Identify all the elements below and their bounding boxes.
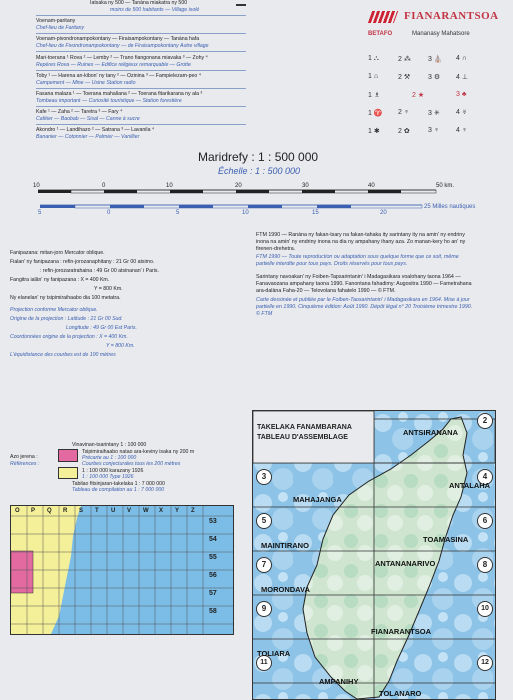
compilation-grid-map xyxy=(11,506,233,634)
church-icon: 3 ⛪ xyxy=(428,56,443,63)
grid-col: T xyxy=(95,508,99,514)
projection-line: : refin-jorozaratrahaina : 49 Gr 00 atsinanan' i Paris. xyxy=(40,268,159,274)
grid-col: Q xyxy=(47,508,52,514)
legend-mg: Kafe ¹ — Zaha ² — Taretra ³ — Fary ⁴ xyxy=(36,109,123,115)
legend-mg: Toby ¹ — Harena an-kibon' ny tany ² — Ozinina ³ — Fampielezam-peo ⁴ xyxy=(36,73,201,79)
tomb-icon: 1 ♗ xyxy=(368,92,381,99)
km-tick: 10 xyxy=(166,183,173,189)
grid-col: X xyxy=(159,508,164,514)
forest-station-icon: 3 ♣ xyxy=(456,91,467,98)
legend-mg: Voenam-pivondronampokontany — Firaisampokontany — Tanàna hafa xyxy=(36,36,200,42)
assembly-table xyxy=(252,410,496,700)
nm-tick: 5 xyxy=(38,210,42,216)
edition-fr: Carte dessinée et publiée par le Foiben-Taosarintanin' i Madagasikara en 1964. Mise à jour partielle en 1990. Cinquième édition: Août 1990. Dépôt légal n° 20 Troisième trimestre 1990. © FTM xyxy=(256,297,473,317)
copyright-mg: FTM 1990 — Ranàna ny fakan-tsary na fakan-tahaka ity sarintany ity na amin' ny endriny inona na amin' ny endriny inona na dia ny ampahany ihany aza. Zo manan-kery ho an' ny firenen-drehetra. xyxy=(256,232,466,252)
projection-line: Ny elanelan' ny tsipimiraihaabo dia 100 metatra. xyxy=(10,295,121,301)
legend-fr: Chef-lieu de Faritany xyxy=(36,25,85,31)
city-label: MAHAJANGA xyxy=(293,495,342,504)
legend-fr: Bananier — Cotonnier — Palmier — Vanillier xyxy=(36,134,140,140)
tile-number[interactable]: 7 xyxy=(256,557,272,573)
city-label: FIANARANTSOA xyxy=(371,627,431,636)
grid-col: Z xyxy=(191,508,195,514)
legend-mg: Fasana malaza ¹ — Toerana mahaliana ² — Toerana fitarikarana ny ala ³ xyxy=(36,91,203,97)
nm-tick: 10 xyxy=(242,210,249,216)
projection-line-fr: Projection conforme Mercator oblique. xyxy=(10,307,98,313)
copyright-block xyxy=(256,232,474,318)
source-line: Vinavinan-tsarintany 1 : 100 000 xyxy=(72,442,147,448)
tourist-star-icon: 2 ★ xyxy=(412,92,425,99)
projection-line-fr: Coordonnées origine de la projection : X = 400 Km. xyxy=(10,334,128,340)
grid-col: W xyxy=(143,508,149,514)
projection-block xyxy=(10,250,250,358)
coffee-icon: 1 ♈ xyxy=(368,110,383,117)
brand-sub-left: BETAFO xyxy=(368,31,393,37)
baobab-icon: 2 ♆ xyxy=(398,109,410,116)
legend-fr: Tombeau important — Curiosité touristique — Station forestière xyxy=(36,98,182,104)
km-tick: 40 xyxy=(368,183,375,189)
grid-col: S xyxy=(79,508,84,514)
brand-sub-right: Mananasy Mahatsore xyxy=(412,31,470,37)
legend-mg: Akondro ¹ — Landihazo ² — Satrana ³ — Lavanila ⁴ xyxy=(36,127,155,133)
sources-label: Azo jerena : xyxy=(10,454,38,460)
city-label: ANTSIRANANA xyxy=(403,428,458,437)
grid-row: 56 xyxy=(209,572,217,579)
scale-bars xyxy=(0,0,513,230)
grid-col: U xyxy=(111,508,116,514)
city-label: TOAMASINA xyxy=(423,535,469,544)
legend-fr: Repères Rova — Ruines — Edifice religieux remarquable — Grotte xyxy=(36,62,191,68)
legend-mg: Voenam-paritany xyxy=(36,18,76,24)
legend-mg: Mari-toerana ¹ Rova ² — Lemby ² — Trano fiangonana miavaka ³ — Zohy ⁴ xyxy=(36,55,208,61)
city-label: MAINTIRANO xyxy=(261,541,309,550)
factory-icon: 3 ⚙ xyxy=(428,74,441,81)
tile-number[interactable]: 8 xyxy=(477,557,493,573)
projection-line-fr: Longitude : 49 Gr 00 Est Paris. xyxy=(66,325,137,331)
cotton-icon: 2 ✿ xyxy=(398,128,410,135)
yellow-swatch xyxy=(58,467,78,479)
tile-number[interactable]: 12 xyxy=(477,655,493,671)
projection-line-fr: Origine de la projection : Latitude : 21 Gr 00 Sud. xyxy=(10,316,123,322)
source-line: 1 : 100 000 karazany 1926 xyxy=(82,468,144,474)
grid-row: 55 xyxy=(209,554,217,561)
compilation-grid xyxy=(10,505,234,635)
grid-row: 53 xyxy=(209,518,217,525)
banana-icon: 1 ✱ xyxy=(368,128,380,135)
scale-title: Maridrefy : 1 : 500 000 xyxy=(198,150,319,164)
grid-row: 54 xyxy=(209,536,217,543)
nm-tick: 15 xyxy=(312,210,319,216)
edition-mg: Sarintany navoakan' ny Foiben-Tapsarintanin' i Madagasikara voalohany taona 1964 — Fanavaozana ampahany taona 1990. Fanontana fahadimy: Augositra 1990 — Fametrahana ara-dalàna Faha-20 — Telovolana fahatelo 1990 — © FTM. xyxy=(256,274,472,294)
assembly-title: TAKELAKA FANAMBARANA xyxy=(257,424,352,431)
tile-number[interactable]: 11 xyxy=(256,655,272,671)
tile-number[interactable]: 2 xyxy=(477,413,493,429)
legend-fr: Campement — Mine — Usine Station radio xyxy=(36,80,136,86)
legend-fr: moins de 500 habitants — Village isolé xyxy=(110,7,200,13)
nm-tick: 5 xyxy=(176,210,180,216)
palm-icon: 3 ♆ xyxy=(428,127,440,134)
vanilla-icon: 4 ♆ xyxy=(456,127,468,134)
projection-line-fr: Y = 800 Km. xyxy=(106,343,135,349)
grid-row: 58 xyxy=(209,608,217,615)
nm-tick: 0 xyxy=(107,210,111,216)
nm-tick-label: 25 Milles nautiques xyxy=(424,204,476,210)
landmark-rova-icon: 1 ⛬ xyxy=(368,55,379,62)
km-tick: 20 xyxy=(235,183,242,189)
projection-line: Fialan' ny fanipazana : refin-jorozanaphitany : 21 Gr 00 atsimo. xyxy=(10,259,155,265)
tile-number[interactable]: 5 xyxy=(256,513,272,529)
grid-col: R xyxy=(63,508,68,514)
grid-col: P xyxy=(31,508,36,514)
projection-line: Fanipazana: mitan-joro Mercator oblique. xyxy=(10,250,105,256)
assembly-title-fr: TABLEAU D'ASSEMBLAGE xyxy=(257,434,348,441)
city-label: MORONDAVA xyxy=(261,585,310,594)
source-line-fr: 1 : 100 000 Type 1926 xyxy=(82,474,134,480)
projection-line-fr: L'équidistance des courbes est de 100 mètres xyxy=(10,352,116,358)
source-line-fr: Tableau de compilation au 1 : 7 000 000 xyxy=(72,487,165,493)
tile-number[interactable]: 4 xyxy=(477,469,493,485)
tile-number[interactable]: 10 xyxy=(477,601,493,617)
radio-station-icon: 4 ⊥ xyxy=(456,74,468,81)
city-label: AMPANIHY xyxy=(319,677,359,686)
camp-icon: 1 ⌂ xyxy=(368,73,379,80)
grid-col: O xyxy=(15,508,20,514)
legend-mg: Iatsaka ny 500 — Tanàna miakatra ny 500 xyxy=(90,0,188,6)
legend-fr: Caféier — Baobab — Sisal — Canne à sucre xyxy=(36,116,140,122)
grid-row: 57 xyxy=(209,590,217,597)
legend-fr: Chef-lieu de Fivondronampokontany — de Firaisampokontany Autre village xyxy=(36,43,209,49)
ruins-icon: 2 ⁂ xyxy=(398,56,411,63)
source-line-fr: Précarte au 1 : 100 000 xyxy=(82,455,137,461)
city-label: ANTALAHA xyxy=(449,481,491,490)
km-tick: 50 km. xyxy=(436,183,455,189)
km-tick: 30 xyxy=(302,183,309,189)
sugarcane-icon: 4 ♅ xyxy=(456,109,468,116)
source-line: Tabilao fitsinjaran-takelaka 1 : 7 000 000 xyxy=(72,481,165,487)
projection-line: Y = 800 Km. xyxy=(94,286,123,292)
sources-legend xyxy=(10,442,250,502)
pink-swatch xyxy=(58,449,78,462)
projection-line: Fangitra ialân' ny fanipazana : X = 400 Km. xyxy=(10,277,110,283)
city-label: TOLANARO xyxy=(379,689,422,698)
scale-subtitle: Échelle : 1 : 500 000 xyxy=(218,166,301,176)
km-tick: 0 xyxy=(102,183,106,189)
mine-icon: 2 ⚒ xyxy=(398,74,411,81)
sources-label-fr: Références : xyxy=(10,461,40,467)
city-label: ANTANANARIVO xyxy=(375,559,436,568)
brand-title: FIANARANTSOA xyxy=(404,10,499,22)
sisal-icon: 3 ✳ xyxy=(428,110,440,117)
grid-col: V xyxy=(127,508,132,514)
nm-tick: 20 xyxy=(380,210,387,216)
cave-icon: 4 ∩ xyxy=(456,55,467,62)
km-tick: 10 xyxy=(33,183,40,189)
source-line: Tsipimiraihaabo natao ara-keviny isaka ny 200 m xyxy=(82,449,195,455)
source-line-fr: Courbes conjecturales tous les 200 mètres xyxy=(82,461,181,467)
tile-number[interactable]: 6 xyxy=(477,513,493,529)
copyright-fr: FTM 1990 — Toute reproduction ou adaptation sous quelque forme que ce soit, même partielle interdite pour tous pays. Droits réservés pour tous pays. xyxy=(256,254,459,267)
tile-number[interactable]: 9 xyxy=(256,601,272,617)
tile-number[interactable]: 3 xyxy=(256,469,272,485)
city-label: TOLIARA xyxy=(257,649,291,658)
grid-col: Y xyxy=(175,508,180,514)
